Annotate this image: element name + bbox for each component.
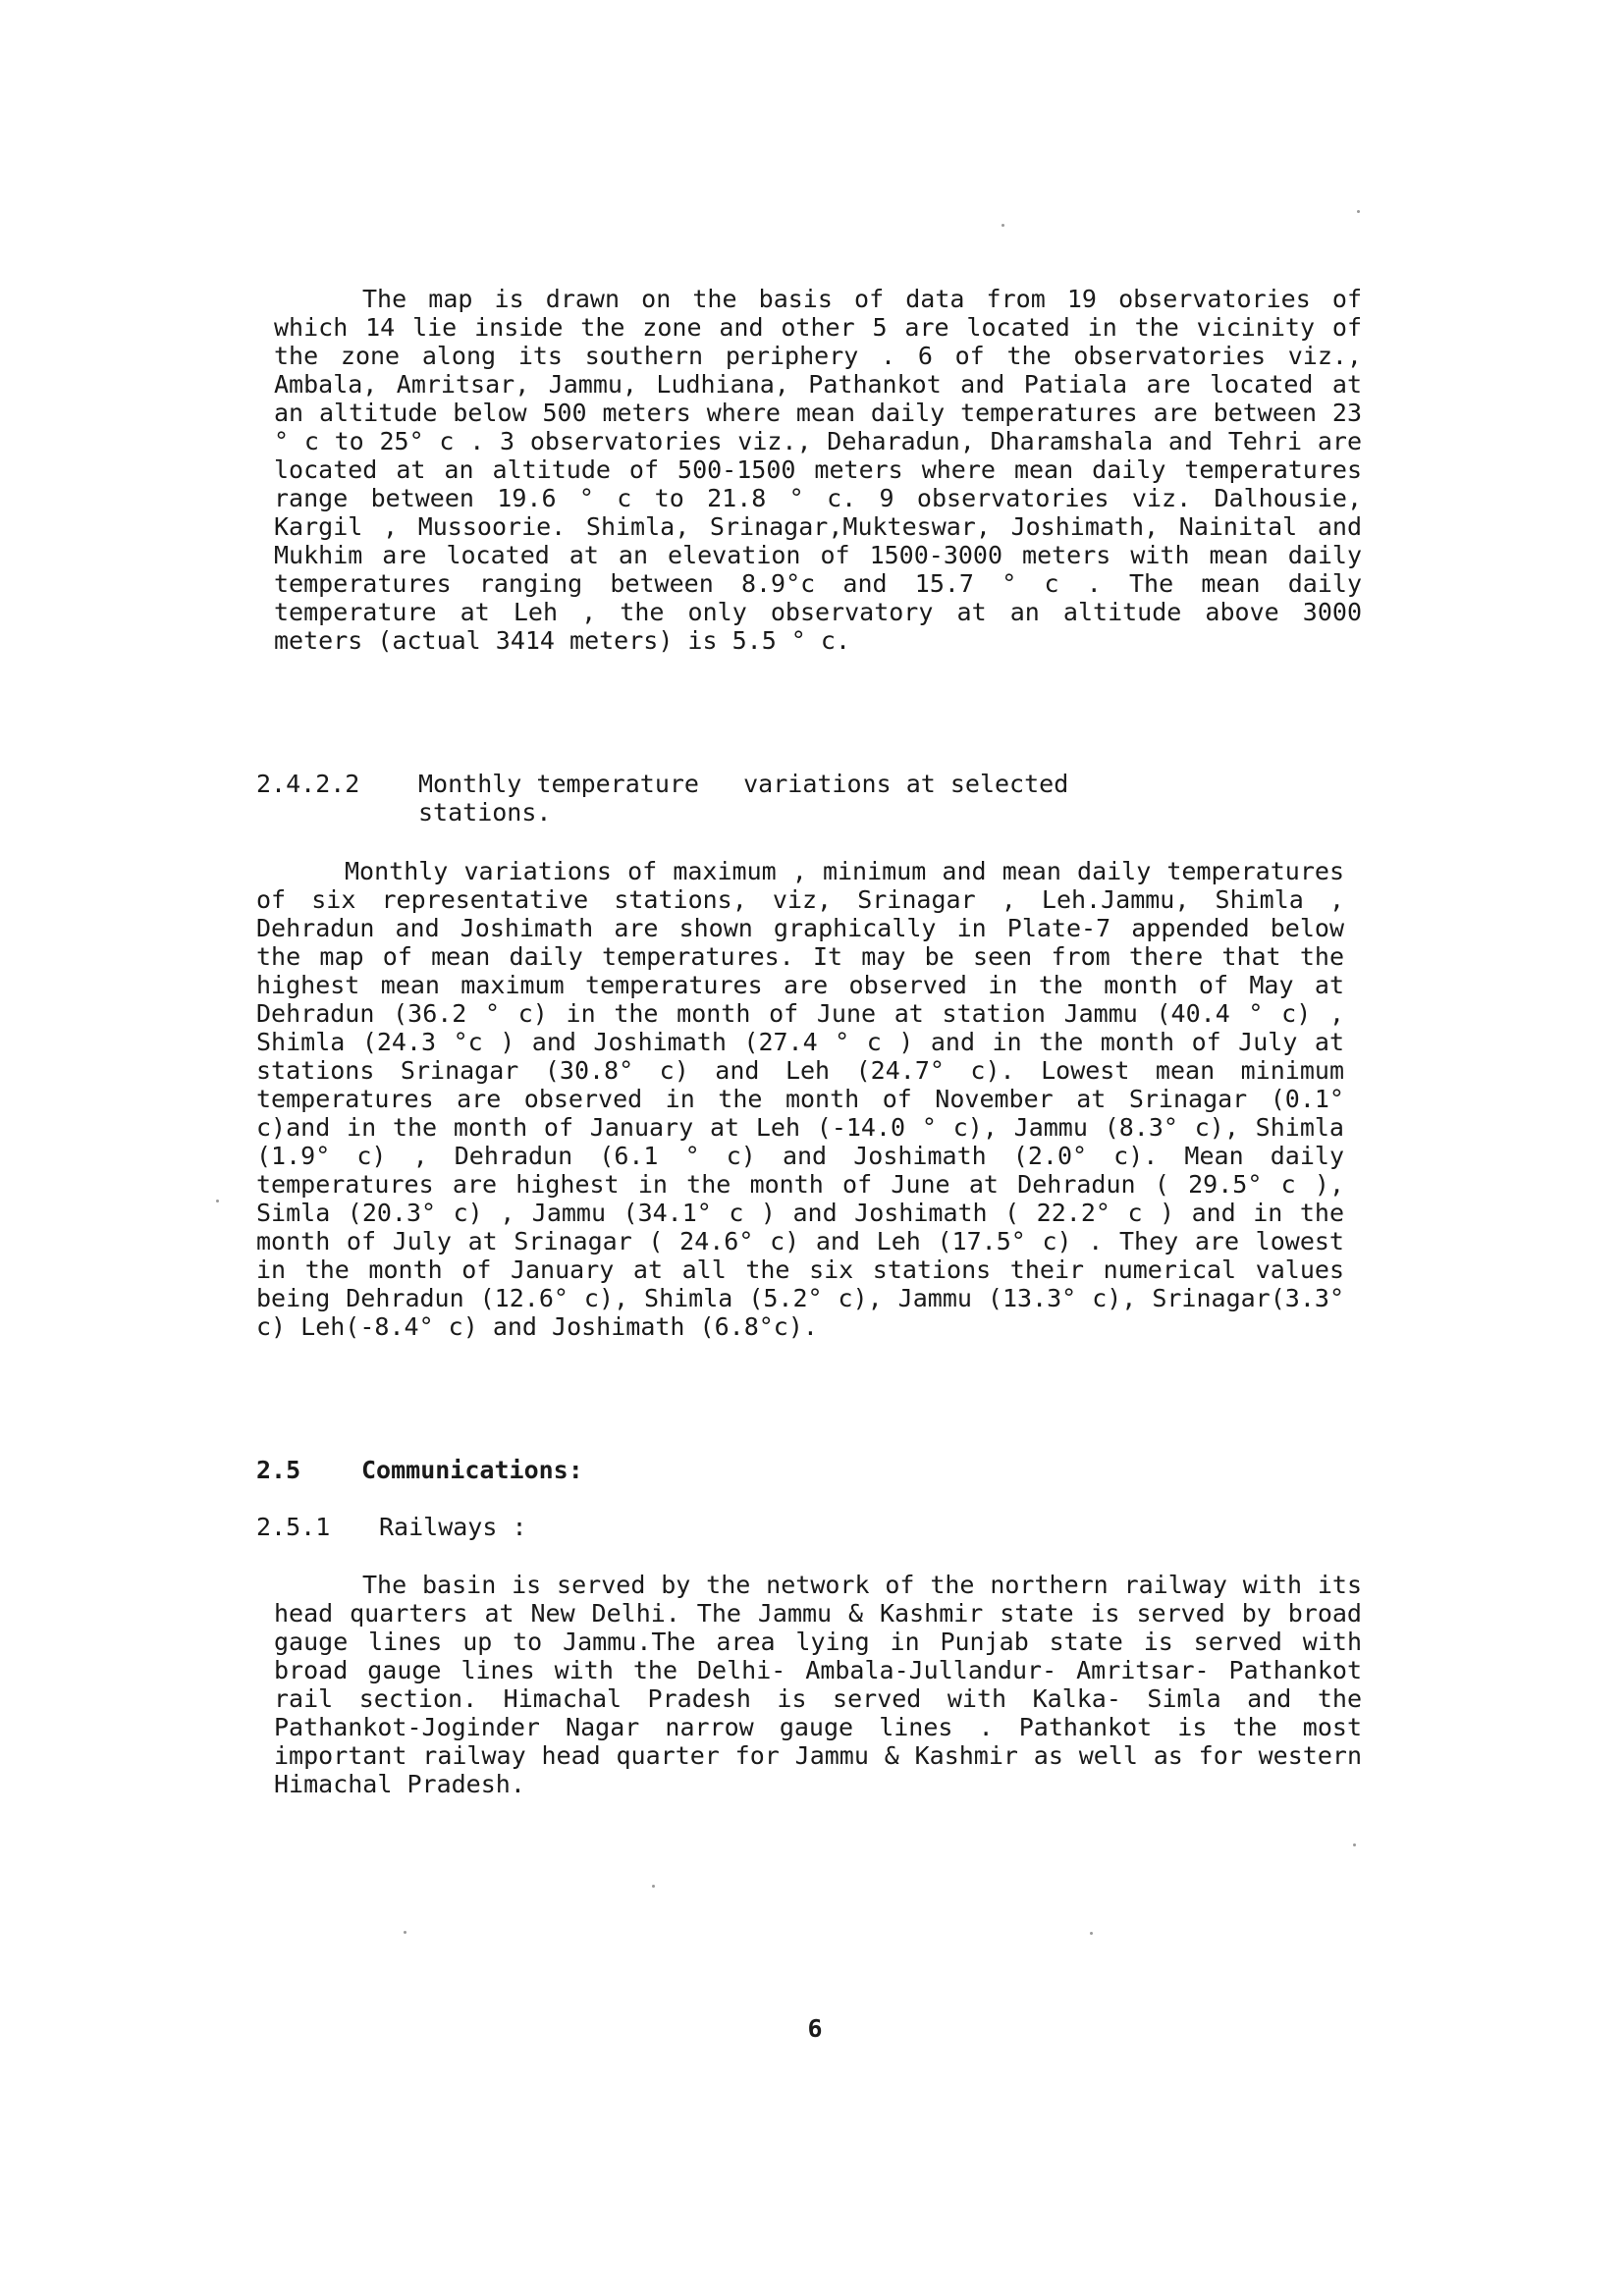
paragraph-railways: The basin is served by the network of the northern railway with its head quarters at New Delhi. The Jammu & Kashmir state is served by broad gauge lines up to Jammu.The area lying in Punjab state is served with broad gauge lines with the Delhi- Ambala-Jullandur- Amritsar- Pathankot rail section. Himachal Pradesh is served with Kalka- Simla and the Pathankot-Joginder Nagar narrow gauge lines . Pathankot is the most important railway head quarter for Jammu & Kashmir as well as for western Himachal Pradesh. bbox=[274, 1571, 1362, 1798]
section-title: Communications: bbox=[361, 1456, 583, 1484]
scan-speck bbox=[1357, 210, 1360, 213]
section-title: Railways : bbox=[379, 1513, 527, 1541]
section-number: 2.5 bbox=[256, 1456, 301, 1484]
section-heading-communications bbox=[256, 1456, 583, 1484]
section-number: 2.5.1 bbox=[256, 1513, 331, 1541]
scan-speck bbox=[1001, 224, 1004, 227]
scan-speck bbox=[404, 1931, 406, 1934]
paragraph-observatories: The map is drawn on the basis of data from 19 observatories of which 14 lie inside the zone and other 5 are located in the vicinity of the zone along its southern periphery . 6 of the observatories viz., Ambala, Amritsar, Jammu, Ludhiana, Pathankot and Patiala are located at an altitude below 500 meters where mean daily temperatures are between 23 ° c to 25° c . 3 observatories viz., Deharadun, Dharamshala and Tehri are located at an altitude of 500-1500 meters where mean daily temperatures range between 19.6 ° c to 21.8 ° c. 9 observatories viz. Dalhousie, Kargil , Mussoorie. Shimla, Srinagar,Mukteswar, Joshimath, Nainital and Mukhim are located at an elevation of 1500-3000 meters with mean daily temperatures ranging between 8.9°c and 15.7 ° c . The mean daily temperature at Leh , the only observatory at an altitude above 3000 meters (actual 3414 meters) is 5.5 ° c. bbox=[274, 285, 1362, 655]
section-number: 2.4.2.2 bbox=[256, 770, 360, 798]
section-title-continued: stations. bbox=[418, 798, 552, 827]
scan-speck bbox=[1353, 1843, 1356, 1846]
scan-speck bbox=[652, 1885, 655, 1888]
page-number: 6 bbox=[807, 2014, 823, 2043]
scan-speck bbox=[1090, 1932, 1093, 1935]
scan-speck bbox=[216, 1200, 219, 1202]
paragraph-monthly-variations: Monthly variations of maximum , minimum and mean daily temperatures of six representative stations, viz, Srinagar , Leh.Jammu, Shimla , Dehradun and Joshimath are shown graphically in Plate-7 appended below the map of mean daily temperatures. It may be seen from there that the highest mean maximum temperatures are observed in the month of May at Dehradun (36.2 ° c) in the month of June at station Jammu (40.4 ° c) , Shimla (24.3 °c ) and Joshimath (27.4 ° c ) and in the month of July at stations Srinagar (30.8° c) and Leh (24.7° c). Lowest mean minimum temperatures are observed in the month of November at Srinagar (0.1° c)and in the month of January at Leh (-14.0 ° c), Jammu (8.3° c), Shimla (1.9° c) , Dehradun (6.1 ° c) and Joshimath (2.0° c). Mean daily temperatures are highest in the month of June at Dehradun ( 29.5° c ), Simla (20.3° c) , Jammu (34.1° c ) and Joshimath ( 22.2° c ) and in the month of July at Srinagar ( 24.6° c) and Leh (17.5° c) . They are lowest in the month of January at all the six stations their numerical values being Dehradun (12.6° c), Shimla (5.2° c), Jammu (13.3° c), Srinagar(3.3° c) Leh(-8.4° c) and Joshimath (6.8°c). bbox=[256, 857, 1344, 1341]
section-heading-railways bbox=[256, 1513, 527, 1541]
section-heading-2-4-2-2 bbox=[256, 770, 1336, 827]
section-title: Monthly temperature variations at selected bbox=[418, 770, 1069, 798]
